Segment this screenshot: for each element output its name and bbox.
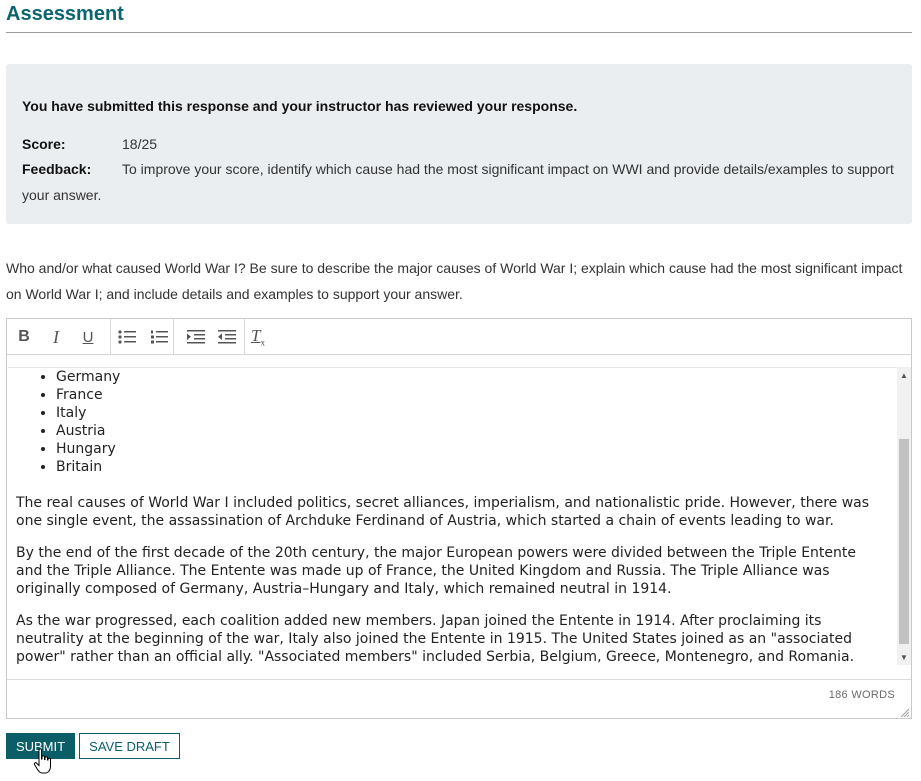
scroll-down-arrow-icon[interactable]: ▼ xyxy=(900,652,908,662)
list-item: • Austria xyxy=(56,422,876,440)
response-paragraph: The real causes of World War I included politics, secret alliances, imperialism, and nationalistic pride. However, there was one single event, the assassination of Archduke Ferdinand of Austria, which started a chain of events leading to war. xyxy=(16,495,870,529)
country-list xyxy=(16,368,876,476)
outdent-button[interactable] xyxy=(215,325,239,349)
response-paragraph: As the war progressed, each coalition added new members. Japan joined the Entente in 1914. After proclaiming its neutrality at the beginning of the war, Italy also joined the Entente in 1915. The United States joined as an "associated power" rather than an official ally. "Associated members" included Serbia, Belgium, Greece, Montenegro, and Romania. xyxy=(16,613,855,665)
list-item: • Germany xyxy=(56,368,876,386)
editor-status-bar xyxy=(7,679,911,719)
toolbar-group-text-style xyxy=(7,319,111,354)
page-title: Assessment xyxy=(6,3,124,25)
numbered-list-icon xyxy=(150,329,168,345)
rich-text-editor xyxy=(6,318,912,719)
outdent-icon xyxy=(218,329,236,345)
title-divider xyxy=(6,32,912,33)
toolbar-group-indent xyxy=(173,319,245,354)
feedback-row xyxy=(22,156,902,208)
review-status-text: You have submitted this response and your instructor has reviewed your response. xyxy=(22,98,578,114)
clear-formatting-button[interactable] xyxy=(246,325,270,349)
toolbar-group-lists xyxy=(110,319,174,354)
numbered-list-button[interactable] xyxy=(147,325,171,349)
list-item: • Hungary xyxy=(56,440,876,458)
indent-icon xyxy=(187,329,205,345)
bold-icon: B xyxy=(18,328,30,345)
clear-formatting-icon: $T_x$ xyxy=(251,326,265,348)
editor-scrollbar[interactable] xyxy=(897,367,911,665)
resize-handle-icon[interactable] xyxy=(899,707,909,717)
list-item: • Italy xyxy=(56,404,876,422)
feedback-text: To improve your score, identify which cause had the most significant impact on WWI and provide details/examples to support your answer. xyxy=(22,161,894,203)
underline-icon: U xyxy=(82,328,94,346)
word-count: 186 WORDS xyxy=(828,689,895,701)
editor-content-area[interactable] xyxy=(8,367,897,666)
question-prompt: Who and/or what caused World War I? Be sure to describe the major causes of World War I; explain which cause had the most significant impact on World War I; and include details and examples to support your answer. xyxy=(6,260,903,302)
score-label: Score: xyxy=(22,136,66,152)
bulleted-list-icon xyxy=(118,329,136,345)
review-panel xyxy=(6,64,912,224)
italic-icon: I xyxy=(53,326,59,347)
editor-content xyxy=(16,368,876,666)
underline-button[interactable] xyxy=(76,325,100,349)
italic-button[interactable] xyxy=(44,325,68,349)
list-item: • France xyxy=(56,386,876,404)
bulleted-list-button[interactable] xyxy=(115,325,139,349)
indent-button[interactable] xyxy=(184,325,208,349)
score-value: 18/25 xyxy=(122,136,158,152)
scroll-thumb[interactable] xyxy=(899,439,909,644)
list-item: • Britain xyxy=(56,458,876,476)
editor-toolbar xyxy=(7,319,911,355)
response-paragraph: By the end of the first decade of the 20th century, the major European powers were divided between the Triple Entente and the Triple Alliance. The Entente was made up of France, the United Kingdom and Russia. The Triple Alliance was originally composed of Germany, Austria–Hungary and Italy, which remained neutral in 1914. xyxy=(16,545,856,597)
feedback-label: Feedback: xyxy=(22,161,92,177)
bold-button[interactable] xyxy=(12,325,36,349)
submit-button[interactable]: SUBMIT xyxy=(6,733,75,759)
scroll-up-arrow-icon[interactable]: ▲ xyxy=(900,370,908,380)
hand-pointer-cursor-icon xyxy=(33,748,55,776)
save-draft-button[interactable]: SAVE DRAFT xyxy=(79,733,180,759)
